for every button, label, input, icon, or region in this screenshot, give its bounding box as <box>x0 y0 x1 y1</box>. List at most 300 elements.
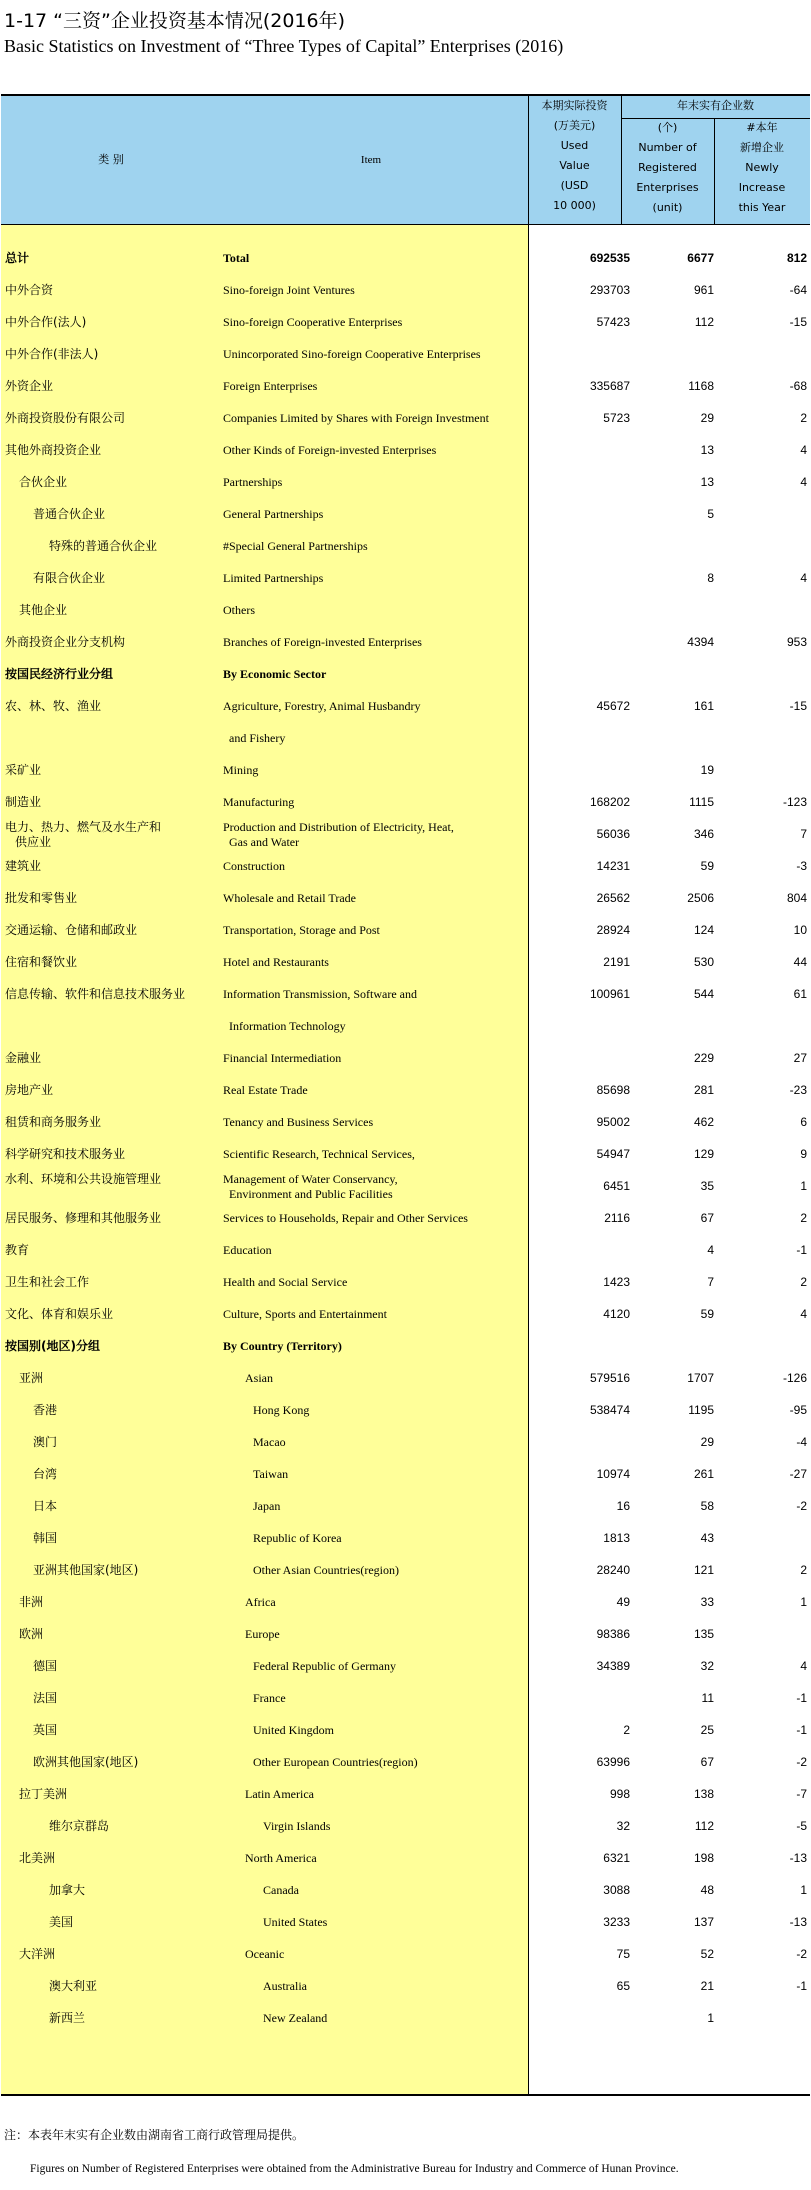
header-used-value-line: (万美元) <box>553 119 596 132</box>
cell-registered: 19 <box>700 763 714 777</box>
cell-used-value: 16 <box>616 1499 630 1513</box>
cell-newly-increase: -3 <box>796 859 807 873</box>
table-row <box>1 1394 810 1426</box>
cell-newly-increase: 4 <box>800 571 807 585</box>
cell-used-value: 2 <box>623 1723 630 1737</box>
header-item: Item <box>360 154 382 166</box>
cell-registered: 29 <box>700 411 714 425</box>
table-row <box>1 1234 810 1266</box>
row-item-en: Scientific Research, Technical Services, <box>223 1147 415 1161</box>
row-category-cn: 信息传输、软件和信息技术服务业 <box>5 987 186 1001</box>
row-category-cn: 外商投资股份有限公司 <box>5 411 126 425</box>
table-row <box>1 1874 810 1906</box>
header-group-title: 年末实有企业数 <box>677 99 754 112</box>
cell-used-value: 2116 <box>604 1211 630 1225</box>
row-category-cn: 教育 <box>5 1243 30 1257</box>
cell-used-value: 34389 <box>596 1659 630 1673</box>
table-row <box>1 1106 810 1138</box>
row-category-cn: 合伙企业 <box>19 475 68 489</box>
cell-registered: 59 <box>700 859 714 873</box>
row-category-cn: 居民服务、修理和其他服务业 <box>5 1211 162 1225</box>
row-item-en: Transportation, Storage and Post <box>223 923 380 937</box>
row-item-en: Hong Kong <box>253 1403 310 1417</box>
cell-newly-increase: -23 <box>789 1083 807 1097</box>
table-row <box>1 754 810 786</box>
table-row <box>1 850 810 882</box>
cell-newly-increase: -2 <box>796 1755 807 1769</box>
table-row <box>1 562 810 594</box>
row-item-en: Services to Households, Repair and Other Services <box>223 1211 468 1225</box>
row-item-en <box>223 820 454 850</box>
table-row <box>1 306 810 338</box>
cell-registered: 112 <box>694 1819 714 1833</box>
cell-registered: 8 <box>707 571 714 585</box>
cell-newly-increase: 1 <box>800 1595 807 1609</box>
cell-registered: 261 <box>693 1467 714 1481</box>
cell-registered: 961 <box>693 283 714 297</box>
cell-used-value: 335687 <box>589 379 630 393</box>
table-row <box>1 530 810 562</box>
statistics-table <box>1 94 810 2096</box>
cell-registered: 29 <box>700 1435 714 1449</box>
cell-registered: 25 <box>700 1723 714 1737</box>
cell-used-value: 6451 <box>603 1179 630 1193</box>
cell-newly-increase: 27 <box>793 1051 807 1065</box>
cell-registered: 124 <box>693 923 714 937</box>
row-category-cn: 其他外商投资企业 <box>5 443 102 457</box>
table-row <box>1 1746 810 1778</box>
row-category-cn: 亚洲其他国家(地区) <box>33 1563 139 1577</box>
cell-newly-increase: -13 <box>789 1915 807 1929</box>
table-row <box>1 1938 810 1970</box>
row-category-cn: 交通运输、仓储和邮政业 <box>5 923 138 937</box>
cell-registered: 112 <box>694 315 714 329</box>
row-item-en-line: Management of Water Conservancy, <box>223 1172 398 1186</box>
row-item-en: Japan <box>253 1499 281 1513</box>
cell-registered: 121 <box>693 1563 714 1577</box>
cell-used-value: 692535 <box>589 251 630 265</box>
row-category-cn: 批发和零售业 <box>5 891 78 905</box>
cell-registered: 13 <box>700 475 714 489</box>
header-registered-line: Registered <box>638 161 697 174</box>
cell-used-value: 2191 <box>603 955 630 969</box>
cell-newly-increase: -126 <box>782 1371 807 1385</box>
row-category-cn: 按国民经济行业分组 <box>5 667 114 681</box>
header-newly-line: Newly <box>745 161 779 174</box>
cell-newly-increase: 2 <box>800 1275 807 1289</box>
cell-newly-increase: 9 <box>800 1147 807 1161</box>
header-used-value-line: Used <box>560 139 589 152</box>
cell-used-value: 28924 <box>596 923 630 937</box>
table-header <box>1 96 810 225</box>
table-row <box>1 1042 810 1074</box>
row-category-cn: 外资企业 <box>5 379 54 393</box>
header-used-value <box>528 96 621 216</box>
row-item-en: Education <box>223 1243 272 1257</box>
table-row <box>1 370 810 402</box>
row-category-cn: 农、林、牧、渔业 <box>5 699 102 713</box>
row-item-en: Information Transmission, Software and <box>223 987 417 1001</box>
cell-registered: 1195 <box>688 1403 714 1417</box>
cell-registered: 59 <box>700 1307 714 1321</box>
table-row <box>1 402 810 434</box>
cell-used-value: 4120 <box>603 1307 630 1321</box>
table-row <box>1 1586 810 1618</box>
table-row <box>1 1682 810 1714</box>
cell-newly-increase: 44 <box>793 955 807 969</box>
table-row <box>1 1170 810 1202</box>
row-category-cn: 北美洲 <box>19 1851 56 1865</box>
table-row <box>1 338 810 370</box>
row-item-en: Tenancy and Business Services <box>223 1115 374 1129</box>
row-item-en: Construction <box>223 859 285 873</box>
row-category-cn: 金融业 <box>5 1051 42 1065</box>
cell-used-value: 3233 <box>603 1915 630 1929</box>
header-newly <box>714 118 810 218</box>
cell-used-value: 75 <box>616 1947 630 1961</box>
cell-registered: 198 <box>693 1851 714 1865</box>
row-item-en: Oceanic <box>245 1947 285 1961</box>
cell-newly-increase: 2 <box>800 1563 807 1577</box>
cell-used-value: 3088 <box>603 1883 630 1897</box>
cell-newly-increase: -95 <box>789 1403 807 1417</box>
cell-registered: 11 <box>701 1691 714 1705</box>
cell-used-value: 5723 <box>603 411 630 425</box>
row-item-en: Agriculture, Forestry, Animal Husbandry <box>223 699 421 713</box>
row-category-cn: 特殊的普通合伙企业 <box>49 539 158 553</box>
table-row <box>1 818 810 850</box>
cell-newly-increase: -64 <box>789 283 807 297</box>
cell-newly-increase: 7 <box>800 827 807 841</box>
row-item-en <box>223 1172 398 1202</box>
row-category-cn-line: 供应业 <box>15 835 52 849</box>
header-used-value-line: 本期实际投资 <box>541 99 608 112</box>
row-category-cn: 文化、体育和娱乐业 <box>5 1307 114 1321</box>
cell-newly-increase: -2 <box>796 1947 807 1961</box>
cell-used-value: 28240 <box>596 1563 630 1577</box>
table-row <box>1 1650 810 1682</box>
cell-registered: 6677 <box>687 251 714 265</box>
table-row <box>1 498 810 530</box>
table-row <box>1 882 810 914</box>
row-item-en: Wholesale and Retail Trade <box>223 891 356 905</box>
cell-registered: 161 <box>693 699 714 713</box>
row-item-en: Manufacturing <box>223 795 295 809</box>
header-registered-line: Enterprises <box>636 181 699 194</box>
header-registered <box>621 118 714 218</box>
table-row <box>1 1970 810 2002</box>
cell-used-value: 26562 <box>596 891 630 905</box>
cell-registered: 32 <box>700 1659 714 1673</box>
row-item-en: Partnerships <box>223 475 283 489</box>
cell-registered: 1 <box>707 2011 714 2025</box>
row-category-cn: 韩国 <box>33 1531 58 1545</box>
table-row <box>1 2002 810 2034</box>
row-item-en: Other Asian Countries(region) <box>253 1563 399 1577</box>
cell-registered: 52 <box>700 1947 714 1961</box>
table-row <box>1 242 810 274</box>
row-item-en: Latin America <box>245 1787 314 1801</box>
row-category-cn: 加拿大 <box>49 1883 86 1897</box>
row-item-en: Europe <box>245 1627 280 1641</box>
row-category-cn: 亚洲 <box>19 1371 44 1385</box>
cell-newly-increase: -68 <box>789 379 807 393</box>
cell-used-value: 1813 <box>603 1531 630 1545</box>
row-item-en: Mining <box>223 763 259 777</box>
row-item-en: #Special General Partnerships <box>223 539 368 553</box>
cell-newly-increase: -2 <box>796 1499 807 1513</box>
cell-used-value: 293703 <box>589 283 630 297</box>
row-item-en: France <box>253 1691 286 1705</box>
cell-registered: 135 <box>693 1627 714 1641</box>
cell-registered: 462 <box>693 1115 714 1129</box>
table-row <box>1 978 810 1042</box>
cell-registered: 530 <box>693 955 714 969</box>
table-row <box>1 1554 810 1586</box>
cell-newly-increase: -1 <box>796 1723 807 1737</box>
row-category-cn-line: 水利、环境和公共设施管理业 <box>5 1172 162 1186</box>
cell-registered: 1707 <box>687 1371 714 1385</box>
row-item-en: United Kingdom <box>253 1723 334 1737</box>
header-registered-line: (unit) <box>652 201 683 214</box>
row-category-cn: 澳门 <box>33 1435 58 1449</box>
cell-used-value: 998 <box>609 1787 630 1801</box>
row-item-en: Unincorporated Sino-foreign Cooperative Enterprises <box>223 347 481 361</box>
row-item-en: New Zealand <box>263 2011 328 2025</box>
header-newly-line: this Year <box>738 201 786 214</box>
row-category-cn: 英国 <box>33 1723 58 1737</box>
header-newly-line: Increase <box>738 181 786 194</box>
cell-used-value: 63996 <box>596 1755 630 1769</box>
row-category-cn: 外商投资企业分支机构 <box>5 635 126 649</box>
cell-newly-increase: 6 <box>800 1115 807 1129</box>
cell-used-value: 85698 <box>596 1083 630 1097</box>
table-row <box>1 466 810 498</box>
row-item-en: Limited Partnerships <box>223 571 324 585</box>
header-newly-line: 新增企业 <box>740 141 784 154</box>
header-used-value-line: 10 000) <box>553 199 596 212</box>
cell-newly-increase: -15 <box>789 315 807 329</box>
table-row <box>1 1714 810 1746</box>
cell-newly-increase: 1 <box>800 1179 807 1193</box>
table-row <box>1 914 810 946</box>
table-row <box>1 1490 810 1522</box>
cell-used-value: 49 <box>616 1595 630 1609</box>
cell-newly-increase: 4 <box>800 475 807 489</box>
cell-used-value: 56036 <box>596 827 630 841</box>
cell-newly-increase: 804 <box>786 891 807 905</box>
row-item-en: Africa <box>245 1595 276 1609</box>
row-category-cn: 制造业 <box>5 795 42 809</box>
cell-registered: 229 <box>693 1051 714 1065</box>
row-item-en: Taiwan <box>253 1467 289 1481</box>
row-item-en: By Country (Territory) <box>223 1339 342 1353</box>
cell-newly-increase: -1 <box>796 1979 807 1993</box>
row-category-cn: 普通合伙企业 <box>33 507 106 521</box>
cell-used-value: 98386 <box>596 1627 630 1641</box>
cell-registered: 5 <box>707 507 714 521</box>
table-row <box>1 690 810 754</box>
row-item-en: Total <box>223 251 250 265</box>
row-category-cn: 有限合伙企业 <box>33 571 106 585</box>
cell-used-value: 57423 <box>596 315 630 329</box>
cell-registered: 67 <box>700 1211 714 1225</box>
cell-registered: 67 <box>700 1755 714 1769</box>
row-category-cn: 按国别(地区)分组 <box>5 1339 100 1353</box>
cell-used-value: 6321 <box>603 1851 630 1865</box>
cell-newly-increase: 61 <box>793 987 807 1001</box>
cell-registered: 129 <box>693 1147 714 1161</box>
cell-newly-increase: -123 <box>782 795 807 809</box>
cell-registered: 544 <box>693 987 714 1001</box>
row-category-cn: 中外合资 <box>5 283 54 297</box>
row-category-cn: 欧洲 <box>19 1627 44 1641</box>
table-row <box>1 658 810 690</box>
cell-used-value: 32 <box>616 1819 630 1833</box>
table-row <box>1 1362 810 1394</box>
row-category-cn: 科学研究和技术服务业 <box>5 1147 126 1161</box>
footnote-en: Figures on Number of Registered Enterprises were obtained from the Administrative Bureau for Industry and Commerce of Hunan Province. <box>30 2163 679 2175</box>
row-item-en: Asian <box>245 1371 273 1385</box>
cell-used-value: 10974 <box>596 1467 630 1481</box>
row-category-cn: 日本 <box>33 1499 58 1513</box>
cell-used-value: 100961 <box>589 987 630 1001</box>
header-registered-line: (个) <box>657 121 678 134</box>
cell-registered: 4 <box>707 1243 714 1257</box>
cell-newly-increase: 4 <box>800 1659 807 1673</box>
row-item-en: Hotel and Restaurants <box>223 955 329 969</box>
row-category-cn: 德国 <box>33 1659 58 1673</box>
row-item-en-continued: Information Technology <box>229 1019 346 1033</box>
cell-newly-increase: 4 <box>800 1307 807 1321</box>
row-category-cn: 采矿业 <box>5 763 42 777</box>
row-category-cn: 中外合作(非法人) <box>5 347 99 361</box>
table-row <box>1 434 810 466</box>
cell-newly-increase: -15 <box>789 699 807 713</box>
row-category-cn: 非洲 <box>19 1595 44 1609</box>
footnote-cn: 注：本表年末实有企业数由湖南省工商行政管理局提供。 <box>4 2128 305 2142</box>
row-item-en: United States <box>263 1915 328 1929</box>
cell-used-value: 168202 <box>589 795 630 809</box>
row-category-cn: 租赁和商务服务业 <box>5 1115 102 1129</box>
cell-used-value: 1423 <box>603 1275 630 1289</box>
row-item-en: Australia <box>263 1979 307 1993</box>
table-row <box>1 1778 810 1810</box>
row-item-en: Macao <box>253 1435 286 1449</box>
row-item-en: Canada <box>263 1883 299 1897</box>
table-row <box>1 1426 810 1458</box>
table-row <box>1 1330 810 1362</box>
cell-newly-increase: 2 <box>800 1211 807 1225</box>
table-title-en: Basic Statistics on Investment of “Three Types of Capital” Enterprises (2016) <box>4 36 564 56</box>
header-registered-line: Number of <box>638 141 697 154</box>
table-row <box>1 1810 810 1842</box>
cell-registered: 35 <box>700 1179 714 1193</box>
cell-newly-increase: 1 <box>800 1883 807 1897</box>
row-category-cn: 房地产业 <box>5 1083 54 1097</box>
row-category-cn: 新西兰 <box>49 2011 86 2025</box>
table-row <box>1 1138 810 1170</box>
row-category-cn: 大洋洲 <box>19 1947 56 1961</box>
cell-newly-increase: -1 <box>796 1691 807 1705</box>
table-row <box>1 786 810 818</box>
cell-registered: 1168 <box>688 379 714 393</box>
cell-newly-increase: -7 <box>796 1787 807 1801</box>
row-item-en: Companies Limited by Shares with Foreign Investment <box>223 411 489 425</box>
cell-newly-increase: 953 <box>786 635 807 649</box>
row-category-cn: 维尔京群岛 <box>49 1819 110 1833</box>
table-row <box>1 1074 810 1106</box>
cell-registered: 21 <box>700 1979 714 1993</box>
row-item-en: Other Kinds of Foreign-invested Enterprises <box>223 443 437 457</box>
cell-registered: 346 <box>693 827 714 841</box>
row-item-en: Virgin Islands <box>263 1819 331 1833</box>
cell-used-value: 65 <box>616 1979 630 1993</box>
cell-used-value: 54947 <box>596 1147 630 1161</box>
cell-registered: 281 <box>693 1083 714 1097</box>
table-row <box>1 1522 810 1554</box>
cell-registered: 48 <box>700 1883 714 1897</box>
row-item-en: Republic of Korea <box>253 1531 342 1545</box>
row-category-cn: 欧洲其他国家(地区) <box>33 1755 139 1769</box>
cell-registered: 13 <box>700 443 714 457</box>
row-category-cn <box>5 1172 161 1187</box>
cell-newly-increase: -1 <box>796 1243 807 1257</box>
table-title-cn: 1-17 “三资”企业投资基本情况(2016年) <box>4 10 346 32</box>
row-category-cn: 法国 <box>33 1691 58 1705</box>
cell-used-value: 579516 <box>589 1371 630 1385</box>
row-item-en-line: Environment and Public Facilities <box>229 1187 393 1201</box>
cell-used-value: 538474 <box>589 1403 630 1417</box>
row-item-en: By Economic Sector <box>223 667 327 681</box>
cell-newly-increase: -27 <box>789 1467 807 1481</box>
row-category-cn: 中外合作(法人) <box>5 315 87 329</box>
row-category-cn: 卫生和社会工作 <box>5 1275 90 1289</box>
cell-newly-increase: 812 <box>786 251 807 265</box>
cell-newly-increase: 4 <box>800 443 807 457</box>
cell-registered: 33 <box>700 1595 714 1609</box>
row-category-cn: 澳大利亚 <box>49 1979 98 1993</box>
row-category-cn: 住宿和餐饮业 <box>5 955 78 969</box>
row-item-en: Branches of Foreign-invested Enterprises <box>223 635 422 649</box>
table-row <box>1 1906 810 1938</box>
row-category-cn: 香港 <box>33 1403 58 1417</box>
cell-registered: 4394 <box>687 635 714 649</box>
row-category-cn: 台湾 <box>33 1467 58 1481</box>
row-item-en: Federal Republic of Germany <box>253 1659 396 1673</box>
row-category-cn: 总计 <box>5 251 30 265</box>
row-item-en: Real Estate Trade <box>223 1083 308 1097</box>
row-category-cn: 美国 <box>49 1915 74 1929</box>
row-category-cn: 其他企业 <box>19 603 68 617</box>
header-newly-line: #本年 <box>746 121 778 134</box>
cell-used-value: 45672 <box>596 699 630 713</box>
row-category-cn-line: 电力、热力、燃气及水生产和 <box>5 820 162 834</box>
table-row <box>1 1202 810 1234</box>
header-category-cn: 类 别 <box>98 153 124 166</box>
cell-newly-increase: -13 <box>789 1851 807 1865</box>
row-item-en: General Partnerships <box>223 507 324 521</box>
cell-newly-increase: 10 <box>793 923 807 937</box>
table-row <box>1 1618 810 1650</box>
row-item-en: Others <box>223 603 255 617</box>
cell-newly-increase: 2 <box>800 411 807 425</box>
table-row <box>1 1458 810 1490</box>
table-row <box>1 946 810 978</box>
cell-newly-increase: -4 <box>796 1435 807 1449</box>
cell-registered: 43 <box>700 1531 714 1545</box>
row-item-en: Sino-foreign Joint Ventures <box>223 283 355 297</box>
